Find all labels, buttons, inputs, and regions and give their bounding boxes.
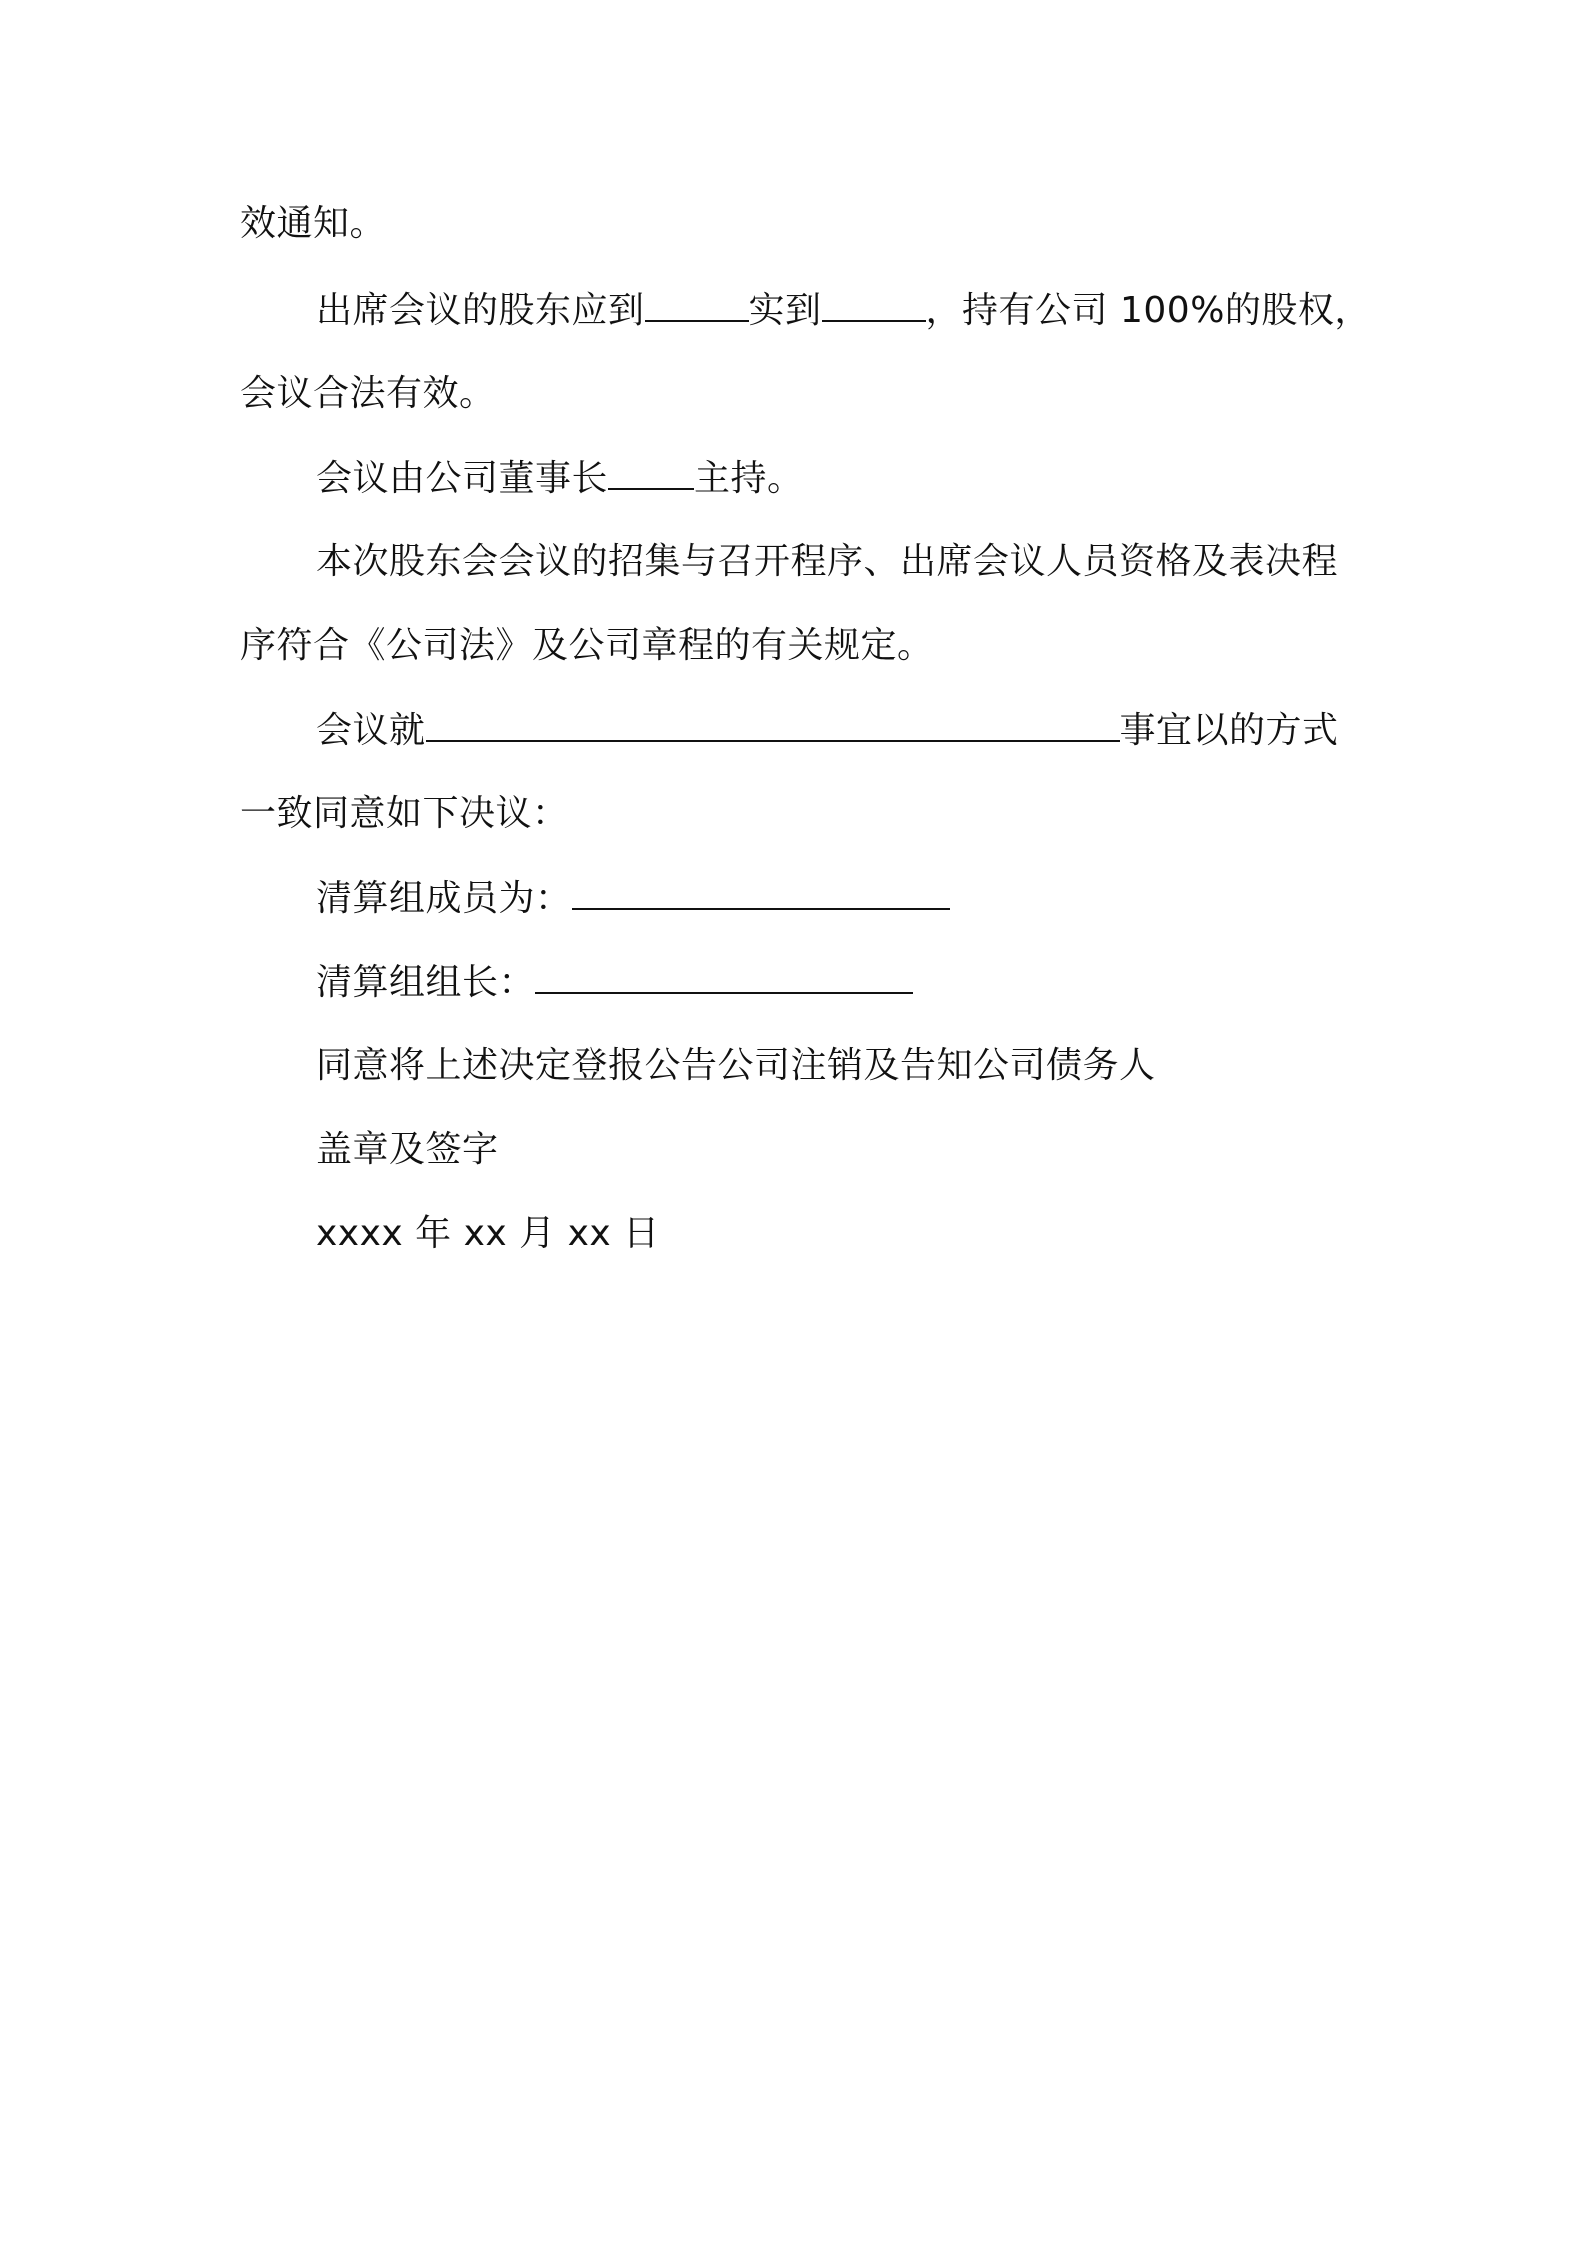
- paragraph-attendance: [316, 286, 1371, 335]
- text-segment: 出席会议的股东应到: [316, 290, 645, 331]
- text-segment: 盖章及签字: [316, 1129, 499, 1170]
- text-segment: 同意将上述决定登报公告公司注销及告知公司债务人: [316, 1045, 1156, 1086]
- paragraph-chairman: [316, 454, 804, 503]
- paragraph-date: [316, 1210, 660, 1258]
- paragraph-continuation: [240, 200, 386, 248]
- text-segment: 序符合《公司法》及公司章程的有关规定。: [240, 625, 934, 666]
- paragraph-liquidation-leader: [316, 958, 913, 1007]
- blank-matter: [426, 706, 1120, 742]
- text-segment: 清算组成员为：: [316, 878, 572, 919]
- text-segment: 会议由公司董事长: [316, 458, 609, 499]
- text-segment: 实到: [748, 290, 822, 331]
- paragraph-attendance-line2: [240, 370, 496, 418]
- paragraph-procedure: [316, 538, 1338, 586]
- paragraph-liquidation-members: [316, 874, 950, 923]
- blank-liquidation-leader: [535, 958, 913, 994]
- text-segment: xxxx 年 xx 月 xx 日: [316, 1213, 660, 1254]
- blank-chairman-name: [608, 454, 694, 490]
- text-segment: 一致同意如下决议：: [240, 793, 569, 834]
- text-segment: 主持。: [694, 458, 804, 499]
- paragraph-resolution-line2: [240, 790, 569, 838]
- blank-actual-shareholders: [822, 286, 926, 322]
- text-segment: 效通知。: [240, 203, 387, 244]
- paragraph-announcement: [316, 1042, 1156, 1090]
- text-segment: 清算组组长：: [316, 962, 536, 1003]
- text-segment: 会议合法有效。: [240, 373, 496, 414]
- paragraph-seal-signature: [316, 1126, 499, 1174]
- text-segment: 会议就: [316, 710, 426, 751]
- text-segment: 本次股东会会议的招集与召开程序、出席会议人员资格及表决程: [316, 541, 1339, 582]
- blank-expected-shareholders: [645, 286, 749, 322]
- blank-liquidation-members: [572, 874, 950, 910]
- text-segment: ，持有公司 100%的股权，: [925, 290, 1371, 331]
- paragraph-resolution: [316, 706, 1339, 755]
- text-segment: 事宜以的方式: [1119, 710, 1339, 751]
- paragraph-procedure-line2: [240, 622, 934, 670]
